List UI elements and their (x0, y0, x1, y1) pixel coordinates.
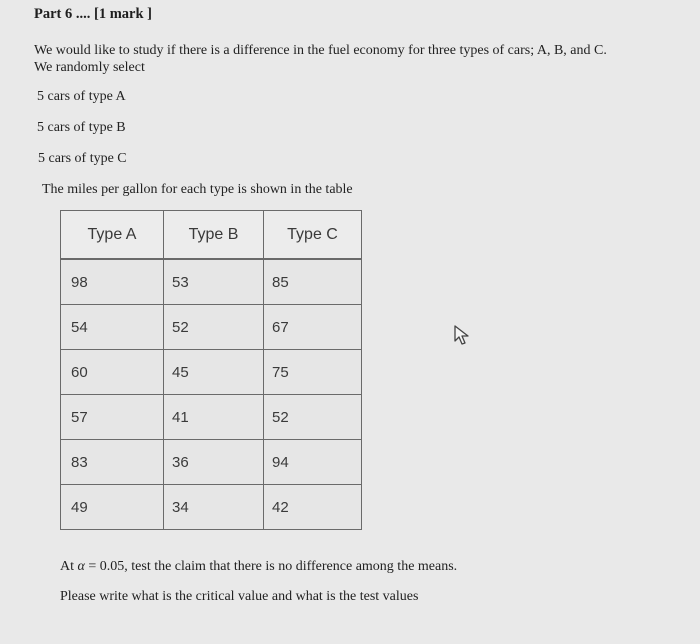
cell-type-b: 53 (164, 259, 264, 305)
table-row (61, 485, 362, 530)
question-line-2: Please write what is the critical value and what is the test values (60, 589, 419, 604)
cell-type-b: 52 (164, 305, 264, 350)
cell-type-c: 75 (264, 350, 362, 395)
question-claim: test the claim that there is no difference among the means. (127, 559, 458, 574)
table-row (61, 350, 362, 395)
cell-type-c: 94 (264, 440, 362, 485)
part-title: Part 6 .... [1 mark ] (34, 6, 152, 22)
cell-type-a: 49 (61, 485, 164, 530)
question-prefix: At (60, 559, 74, 574)
table-header-row (61, 211, 362, 260)
header-type-c: Type C (264, 211, 362, 260)
cell-type-c: 67 (264, 305, 362, 350)
table-row (61, 440, 362, 485)
question-line-1 (60, 559, 457, 575)
cell-type-c: 85 (264, 259, 362, 305)
cell-type-a: 60 (61, 350, 164, 395)
cell-type-b: 34 (164, 485, 264, 530)
alpha-symbol: α (77, 559, 85, 574)
sample-item-type-a: 5 cars of type A (37, 89, 126, 104)
cell-type-a: 57 (61, 395, 164, 440)
table-row (61, 305, 362, 350)
mpg-table (60, 210, 362, 530)
cell-type-a: 54 (61, 305, 164, 350)
header-type-a: Type A (61, 211, 164, 260)
mouse-pointer-icon (452, 324, 472, 346)
alpha-value: = 0.05, (84, 559, 128, 574)
sample-item-type-b: 5 cars of type B (37, 120, 126, 135)
cell-type-a: 83 (61, 440, 164, 485)
cell-type-b: 45 (164, 350, 264, 395)
cell-type-b: 36 (164, 440, 264, 485)
sample-item-type-c: 5 cars of type C (38, 151, 127, 166)
table-row (61, 259, 362, 305)
intro-text-line-1: We would like to study if there is a difference in the fuel economy for three types of cars; A, B, and C. (34, 43, 607, 58)
cell-type-c: 42 (264, 485, 362, 530)
table-row (61, 395, 362, 440)
header-type-b: Type B (164, 211, 264, 260)
table-caption: The miles per gallon for each type is shown in the table (42, 182, 353, 197)
cell-type-b: 41 (164, 395, 264, 440)
cell-type-c: 52 (264, 395, 362, 440)
cell-type-a: 98 (61, 259, 164, 305)
intro-text-line-2: We randomly select (34, 60, 145, 75)
